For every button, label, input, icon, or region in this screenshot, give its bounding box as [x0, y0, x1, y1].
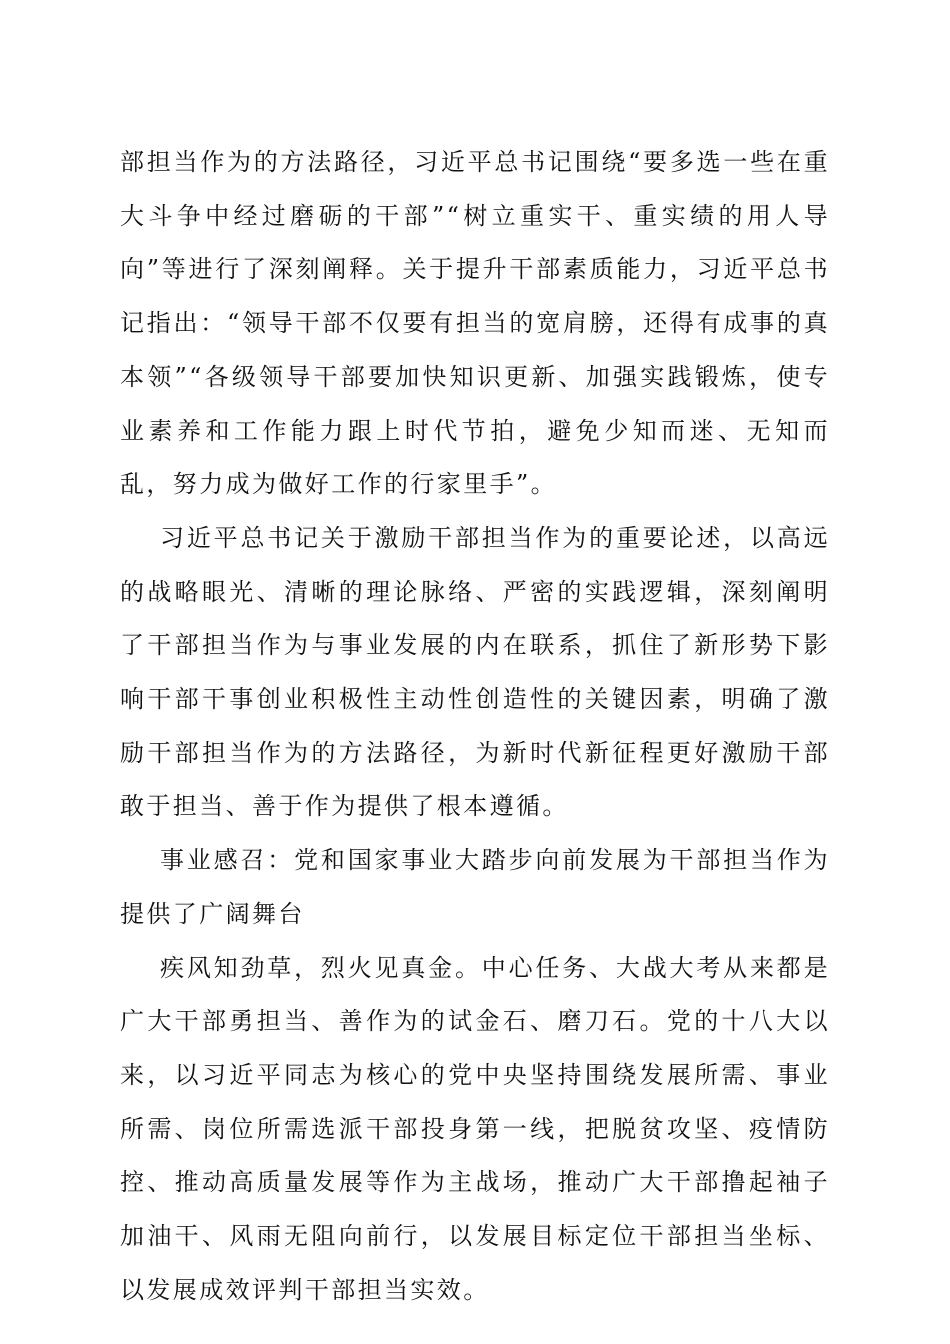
paragraph-2: 习近平总书记关于激励干部担当作为的重要论述，以高远的战略眼光、清晰的理论脉络、严密的实践逻辑，深刻阐明了干部担当作为与事业发展的内在联系，抓住了新形势下影响干部干事创业积极性主动性创造性的关键因素，明确了激励干部担当作为的方法路径，为新时代新征程更好激励干部敢于担当、善于作为提供了根本遵循。: [120, 523, 830, 821]
document-body: [120, 136, 830, 1317]
section-heading: 事业感召：党和国家事业大踏步向前发展为干部担当作为提供了广阔舞台: [120, 846, 830, 928]
paragraph-1: 部担当作为的方法路径，习近平总书记围绕“要多选一些在重大斗争中经过磨砺的干部”“树立重实干、重实绩的用人导向”等进行了深刻阐释。关于提升干部素质能力，习近平总书记指出：“领导干部不仅要有担当的宽肩膀，还得有成事的真本领”“各级领导干部要加快知识更新、加强实践锻炼，使专业素养和工作能力跟上时代节拍，避免少知而迷、无知而乱，努力成为做好工作的行家里手”。: [120, 148, 830, 499]
paragraph-3: 疾风知劲草，烈火见真金。中心任务、大战大考从来都是广大干部勇担当、善作为的试金石、磨刀石。党的十八大以来，以习近平同志为核心的党中央坚持围绕发展所需、事业所需、岗位所需选派干部投身第一线，把脱贫攻坚、疫情防控、推动高质量发展等作为主战场，推动广大干部撸起袖子加油干、风雨无阻向前行，以发展目标定位干部担当坐标、以发展成效评判干部担当实效。: [120, 953, 830, 1304]
